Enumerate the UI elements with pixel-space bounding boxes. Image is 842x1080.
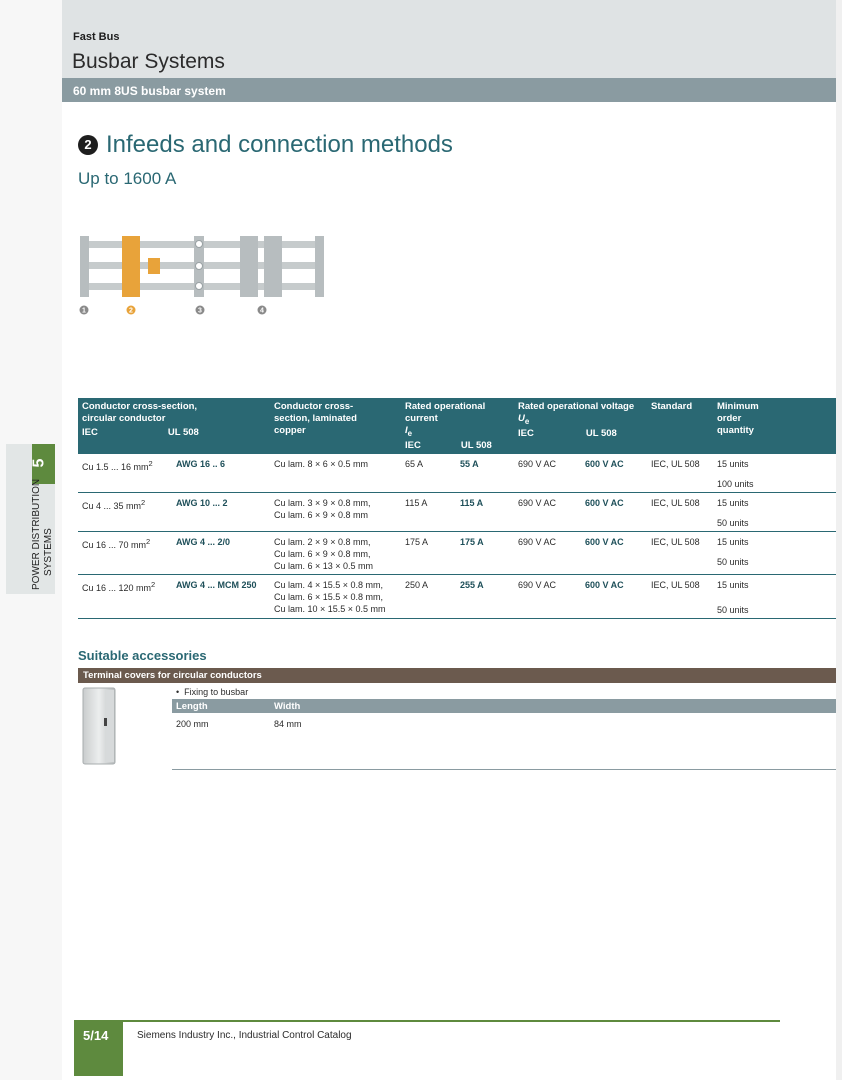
- table-row: Cu 16 ... 120 $mm^2$ AWG 4 ... MCM 250 Cu lam. 4 × 15.5 × 0.8 mm, Cu lam. 6 × 15.5 × 0.8 mm, Cu lam. 10 × 15.5 × 0.5 mm 250 A 255 A 690 V AC 600 V AC IEC, UL 508 15 units 50 units: [78, 574, 836, 618]
- section-subtitle: Up to 1600 A: [78, 169, 177, 188]
- page-number-box: [74, 1020, 123, 1076]
- header-subtitle-bar: [62, 78, 836, 102]
- page-title: Busbar Systems: [72, 50, 225, 73]
- accessories-bullet: • Fixing to busbar: [176, 687, 249, 697]
- side-chapter-tab: [6, 444, 55, 594]
- specifications-table: [78, 398, 836, 619]
- header-rated-voltage: Rated operational voltage $U_e$ IEC UL 508: [514, 398, 647, 454]
- header-width: Width: [274, 701, 301, 712]
- footer-text: Siemens Industry Inc., Industrial Control Catalog: [137, 1030, 352, 1041]
- header-subtitle: 60 mm 8US busbar system: [73, 84, 226, 98]
- diagram-label-2: 2: [129, 307, 133, 315]
- section-title-text: Infeeds and connection methods: [106, 131, 453, 158]
- terminal-cover-image: [80, 686, 120, 768]
- diagram-label-3: 3: [198, 307, 202, 315]
- table-row: Cu 1.5 ... 16 $mm^2$ AWG 16 .. 6 Cu lam. 8 × 6 × 0.5 mm 65 A 55 A 690 V AC 600 V AC IEC, UL 508 15 units 100 units: [78, 454, 836, 493]
- header-laminated-copper: Conductor cross-section, laminated copper: [270, 398, 401, 454]
- right-margin: [836, 0, 842, 1080]
- chapter-label-line1: POWER DISTRIBUTION: [31, 478, 42, 590]
- header-standard: Standard: [647, 398, 713, 454]
- busbar-diagram: [78, 230, 338, 320]
- header-min-order-quantity: Minimum order quantity: [713, 398, 836, 454]
- diagram-label-1: 1: [82, 307, 86, 315]
- width-value: 84 mm: [274, 719, 302, 729]
- accessories-band-label: Terminal covers for circular conductors: [83, 670, 262, 681]
- brand-label: Fast Bus: [73, 31, 120, 43]
- header-circular-conductor: Conductor cross-section, circular conductor IEC UL 508: [78, 398, 270, 454]
- footer-rule: [123, 1020, 780, 1022]
- accessories-table-header: [172, 699, 836, 713]
- section-number-badge: 2: [78, 135, 98, 155]
- accessories-band: [78, 668, 836, 683]
- accessories-divider: [172, 769, 836, 770]
- section-title: [78, 131, 453, 159]
- diagram-label-4: 4: [260, 307, 264, 315]
- page-number: 5/14: [83, 1028, 109, 1043]
- chapter-number: 5: [32, 444, 55, 484]
- header-length: Length: [176, 701, 208, 712]
- length-value: 200 mm: [176, 719, 209, 729]
- header-rated-current: Rated operational current $I_e$ IEC UL 508: [401, 398, 514, 454]
- chapter-label-line2: SYSTEMS: [43, 528, 54, 576]
- table-row: Cu 16 ... 70 $mm^2$ AWG 4 ... 2/0 Cu lam. 2 × 9 × 0.8 mm, Cu lam. 6 × 9 × 0.8 mm, Cu lam. 6 × 13 × 0.5 mm 175 A 175 A 690 V AC 600 V AC IEC, UL 508 15 units 50 units: [78, 531, 836, 574]
- accessories-title: Suitable accessories: [78, 648, 207, 663]
- table-row: Cu 4 ... 35 $mm^2$ AWG 10 ... 2 Cu lam. 3 × 9 × 0.8 mm, Cu lam. 6 × 9 × 0.8 mm 115 A 115 A 690 V AC 600 V AC IEC, UL 508 15 units 50 units: [78, 492, 836, 531]
